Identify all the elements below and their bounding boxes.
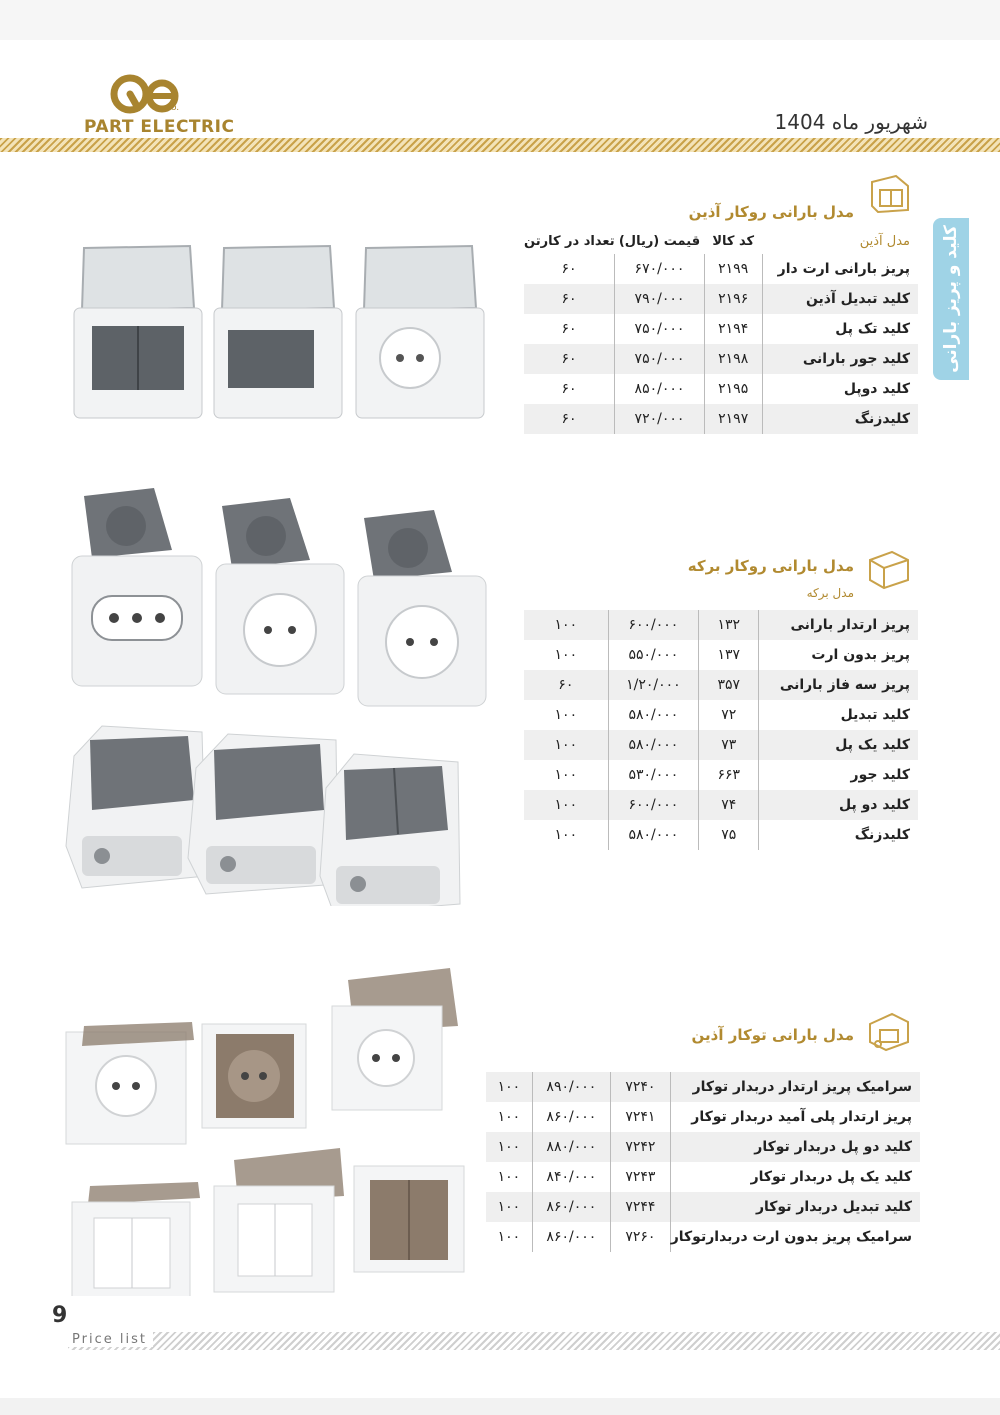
section3-title: مدل بارانی توکار آذین — [691, 1026, 854, 1044]
table-row — [524, 820, 918, 850]
item-code: ۷۲ — [699, 700, 759, 730]
page-number: 9 — [52, 1303, 68, 1328]
socket-no-earth-gray-image — [358, 510, 486, 706]
item-name: کلید جور بارانی — [762, 344, 918, 374]
item-code: ۷۲۴۱ — [611, 1102, 671, 1132]
item-name: کلید دو پل دربدار توکار — [670, 1132, 920, 1162]
item-price: ۸۶۰/۰۰۰ — [532, 1192, 610, 1222]
table-row — [486, 1132, 920, 1162]
item-name: کلید یک پل دربدار توکار — [750, 1169, 912, 1185]
item-qty: ۱۰۰ — [524, 730, 608, 760]
item-qty: ۱۰۰ — [554, 767, 578, 783]
single-switch-flush-image — [214, 1148, 344, 1292]
item-name: پریز بدون ارت — [811, 647, 910, 663]
item-name: کلید تبدیل دربدار توکار — [670, 1192, 920, 1222]
item-name: پریز ارتدار بارانی — [759, 610, 918, 640]
item-name: کلیدزنگ — [854, 827, 910, 843]
table-row — [524, 670, 918, 700]
item-price: ۶۰۰/۰۰۰ — [608, 610, 698, 640]
item-qty: ۱۰۰ — [486, 1192, 532, 1222]
item-code: ۲۱۹۹ — [704, 254, 762, 284]
item-price: ۵۸۰/۰۰۰ — [608, 820, 698, 850]
socket-no-earth-flush-image — [332, 968, 458, 1110]
item-qty: ۱۰۰ — [486, 1072, 532, 1102]
item-qty: ۱۰۰ — [554, 647, 578, 663]
double-rocker-switch-image — [320, 754, 460, 906]
item-qty: ۶۰ — [524, 284, 615, 314]
table-row — [524, 790, 918, 820]
table-row — [524, 374, 918, 404]
item-code: ۷۲۴۰ — [611, 1072, 671, 1102]
item-name: کلید دو پل — [759, 790, 918, 820]
socket-box-image — [356, 246, 484, 418]
item-code: ۷۳ — [699, 730, 759, 760]
col-code-header: کد کالا — [712, 233, 755, 249]
double-switch-box-image — [74, 246, 202, 418]
table-row — [524, 284, 918, 314]
item-price: ۸۸۰/۰۰۰ — [532, 1132, 610, 1162]
surface-switch-icon — [866, 172, 912, 216]
item-price: ۷۹۰/۰۰۰ — [615, 284, 705, 314]
item-price: ۵۸۰/۰۰۰ — [608, 730, 698, 760]
item-price: ۶۰۰/۰۰۰ — [608, 790, 698, 820]
price-list-month: شهریور ماه 1404 — [774, 110, 928, 134]
col-qty-header: تعداد در کارتن — [524, 233, 615, 249]
item-price: ۷۵۰/۰۰۰ — [615, 314, 705, 344]
item-price: ۷۲۰/۰۰۰ — [615, 404, 705, 434]
item-qty: ۶۰ — [524, 670, 608, 700]
item-price: ۶۷۰/۰۰۰ — [615, 254, 705, 284]
item-code: ۷۵ — [699, 820, 759, 850]
table-row — [486, 1072, 920, 1102]
section1-table — [524, 228, 918, 434]
table-row — [524, 640, 918, 670]
item-price: ۵۵۰/۰۰۰ — [608, 640, 698, 670]
section2-product-photos — [62, 486, 502, 906]
item-code: ۱۳۷ — [699, 640, 759, 670]
item-qty: ۱۰۰ — [497, 1109, 521, 1125]
item-price: ۸۵۰/۰۰۰ — [615, 374, 705, 404]
col-price-header: قیمت (ریال) — [618, 233, 701, 249]
item-qty: ۶۰ — [561, 261, 577, 277]
footer-band — [0, 1398, 1000, 1415]
table-row — [486, 1102, 920, 1132]
item-qty: ۶۰ — [524, 404, 615, 434]
category-tab[interactable] — [933, 218, 969, 380]
item-code: ۷۲۴۴ — [611, 1192, 671, 1222]
item-code: ۲۱۹۷ — [704, 404, 762, 434]
item-name: کلید تبدیل آذین — [762, 284, 918, 314]
item-price: ۸۶۰/۰۰۰ — [532, 1222, 610, 1252]
polyamide-socket-flush-image — [202, 1024, 306, 1128]
section1-header-row — [524, 228, 918, 254]
item-code: ۲۱۹۸ — [704, 344, 762, 374]
section1-product-photos — [72, 238, 492, 428]
single-rocker-switch-image — [66, 726, 206, 888]
item-price: ۸۶۰/۰۰۰ — [532, 1102, 610, 1132]
table-row — [524, 610, 918, 640]
item-name: سرامیک پریز ارتدار دربدار توکار — [670, 1072, 920, 1102]
item-name: کلید تبدیل — [840, 707, 910, 723]
table-row — [524, 404, 918, 434]
three-phase-socket-image — [72, 488, 202, 686]
table-row — [524, 730, 918, 760]
item-price: ۸۴۰/۰۰۰ — [532, 1162, 610, 1192]
table-row — [524, 700, 918, 730]
flush-box-icon — [866, 1008, 912, 1052]
table-row — [524, 760, 918, 790]
table-row — [524, 254, 918, 284]
part-electric-logo-icon — [108, 72, 218, 116]
item-code: ۷۴ — [699, 790, 759, 820]
item-name: پریز بارانی ارت دار — [777, 261, 910, 277]
section2-title: مدل بارانی روکار برکه — [687, 557, 854, 575]
double-switch-flush-image — [72, 1182, 200, 1296]
item-qty: ۱۰۰ — [497, 1229, 521, 1245]
single-switch-box-image — [214, 246, 342, 418]
section2-table — [524, 610, 918, 850]
section1-subtitle: مدل آذین — [859, 233, 910, 249]
item-price: ۵۸۰/۰۰۰ — [608, 700, 698, 730]
earthed-socket-gray-image — [216, 498, 344, 694]
item-qty: ۱۰۰ — [554, 707, 578, 723]
item-code: ۷۲۴۳ — [611, 1162, 671, 1192]
item-name: کلیدزنگ — [762, 404, 918, 434]
surface-box-icon — [866, 546, 912, 590]
item-qty: ۱۰۰ — [486, 1132, 532, 1162]
section2-subtitle: مدل برکه — [806, 586, 854, 600]
footer-hatched-bar — [68, 1332, 1000, 1350]
item-qty: ۶۰ — [524, 344, 615, 374]
changeover-switch-flush-image — [354, 1166, 464, 1272]
section3-product-photos — [62, 966, 472, 1296]
item-price: ۸۹۰/۰۰۰ — [532, 1072, 610, 1102]
item-name: کلید دوپل — [843, 381, 910, 397]
table-row — [486, 1162, 920, 1192]
footer-label: Price list — [66, 1332, 153, 1347]
item-name: کلید تک پل — [835, 321, 910, 337]
item-price: ۷۵۰/۰۰۰ — [615, 344, 705, 374]
table-row — [524, 314, 918, 344]
item-code: ۶۶۳ — [699, 760, 759, 790]
item-code: ۷۲۶۰ — [611, 1222, 671, 1252]
category-tab-label: کلید و پریز بارانی — [941, 225, 961, 373]
item-name: پریز ارتدار پلی آمید دربدار توکار — [691, 1109, 912, 1125]
wide-rocker-switch-image — [188, 734, 338, 894]
item-code: ۷۲۴۲ — [611, 1132, 671, 1162]
item-name: پریز سه فاز بارانی — [759, 670, 918, 700]
item-price: ۱/۲۰/۰۰۰ — [608, 670, 698, 700]
gold-divider — [0, 138, 1000, 152]
item-code: ۲۱۹۶ — [704, 284, 762, 314]
brand-name: PART ELECTRIC — [84, 117, 235, 137]
item-qty: ۱۰۰ — [497, 1169, 521, 1185]
item-name: سرامیک پریز بدون ارت دربدارتوکار — [670, 1229, 912, 1245]
item-qty: ۱۰۰ — [524, 610, 608, 640]
item-name: کلید یک پل — [759, 730, 918, 760]
item-price: ۵۳۰/۰۰۰ — [608, 760, 698, 790]
item-code: ۱۳۲ — [699, 610, 759, 640]
item-qty: ۱۰۰ — [524, 790, 608, 820]
table-row — [486, 1192, 920, 1222]
table-row — [524, 344, 918, 374]
item-code: ۲۱۹۵ — [704, 374, 762, 404]
item-qty: ۶۰ — [561, 321, 577, 337]
table-row — [486, 1222, 920, 1252]
item-code: ۲۱۹۴ — [704, 314, 762, 344]
item-qty: ۶۰ — [561, 381, 577, 397]
section1-title: مدل بارانی روکار آذین — [688, 203, 854, 221]
item-name: کلید جور — [850, 767, 910, 783]
item-qty: ۱۰۰ — [554, 827, 578, 843]
header-band — [0, 0, 1000, 40]
brand-sub: co. — [166, 103, 180, 113]
section3-table — [486, 1072, 920, 1252]
item-code: ۳۵۷ — [699, 670, 759, 700]
ceramic-socket-flush-image — [66, 1022, 194, 1144]
